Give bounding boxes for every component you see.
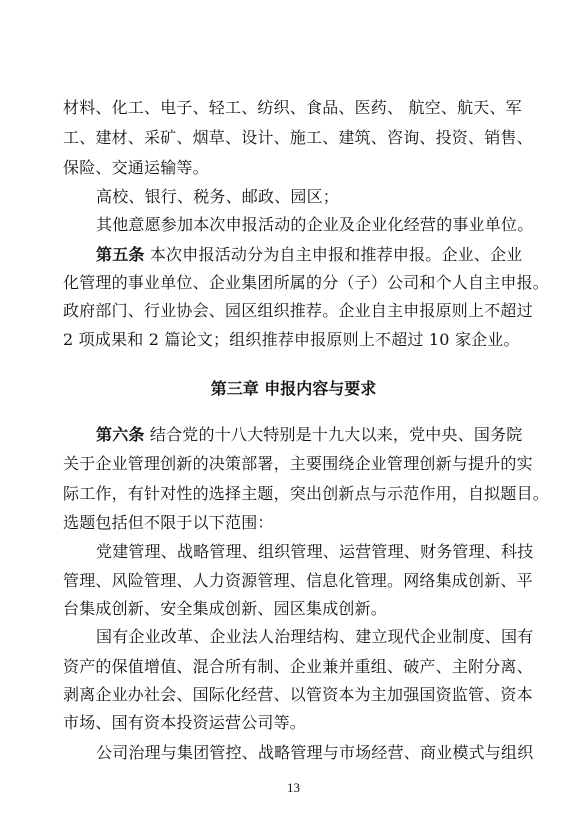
paragraph-1-line-1: 材料、化工、电子、轻工、纺织、食品、医药、 航空、航天、军 [63, 98, 522, 117]
paragraph-8-line-2: 资产的保值增值、混合所有制、企业兼并重组、破产、主附分离、 [63, 657, 533, 676]
article-5-label: 第五条 [96, 245, 145, 264]
article-6-line-3: 际工作，有针对性的选择主题，突出创新点与示范作用，自拟题目。 [63, 484, 550, 503]
paragraph-1-line-2: 工、建材、采矿、烟草、设计、施工、建筑、咨询、投资、销售、 [63, 128, 533, 147]
article-6-text: 结合党的十八大特别是十九大以来，党中央、国务院 [144, 425, 523, 444]
paragraph-9-line-1: 公司治理与集团管控、战略管理与市场经营、商业模式与组织 [96, 743, 534, 762]
paragraph-7-line-1: 党建管理、战略管理、组织管理、运营管理、财务管理、科技 [96, 542, 534, 561]
chapter-3-heading: 第三章 申报内容与要求 [210, 379, 377, 398]
paragraph-7-line-2: 管理、风险管理、人力资源管理、信息化管理。网络集成创新、平 [63, 571, 533, 590]
article-5-line-4: 2 项成果和 2 篇论文；组织推荐申报原则上不超过 10 家企业。 [63, 330, 520, 349]
article-6-line-4: 选题包括但不限于以下范围： [63, 513, 274, 532]
page-number: 13 [287, 780, 300, 795]
article-6-line-2: 关于企业管理创新的决策部署，主要围绕企业管理创新与提升的实 [63, 454, 533, 473]
paragraph-7-line-3: 台集成创新、安全集成创新、园区集成创新。 [63, 599, 388, 618]
paragraph-1-line-3: 保险、交通运输等。 [63, 158, 209, 177]
article-5-line-2: 化管理的事业单位、企业集团所属的分（子）公司和个人自主申报。 [63, 273, 550, 292]
article-6-label: 第六条 [96, 425, 145, 444]
article-5-text: 本次申报活动分为自主申报和推荐申报。企业、企业 [144, 245, 523, 264]
paragraph-8-line-4: 市场、国有资本投资运营公司等。 [63, 713, 307, 732]
article-6-line-1 [96, 424, 523, 446]
article-5-line-1 [96, 244, 523, 266]
article-5-line-3: 政府部门、行业协会、园区组织推荐。企业自主申报原则上不超过 [63, 301, 533, 320]
paragraph-8-line-3: 剥离企业办社会、国际化经营、以管资本为主加强国资监管、资本 [63, 685, 533, 704]
paragraph-2-line-1: 高校、银行、税务、邮政、园区； [96, 187, 340, 206]
paragraph-3-line-1: 其他意愿参加本次申报活动的企业及企业化经营的事业单位。 [96, 215, 534, 234]
paragraph-8-line-1: 国有企业改革、企业法人治理结构、建立现代企业制度、国有 [96, 627, 534, 646]
